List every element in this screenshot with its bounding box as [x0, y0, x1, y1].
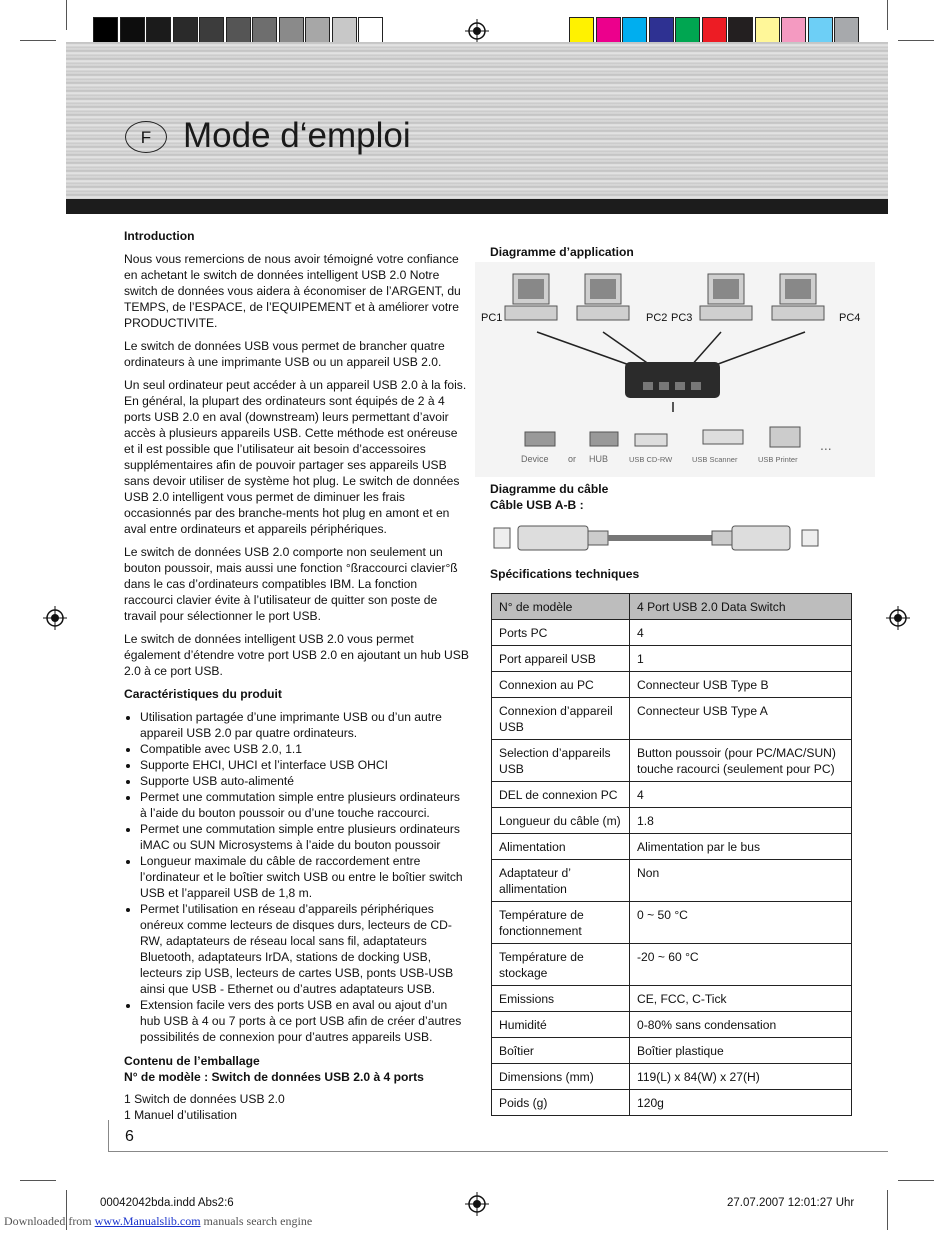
list-item: • Permet une commutation simple entre plusieurs ordinateurs à l’aide du bouton poussoir ou d’une touche raccourci.	[140, 789, 469, 821]
intro-paragraph: Le switch de données USB vous permet de brancher quatre ordinateurs à une imprimante USB ou un appareil USB 2.0.	[124, 339, 445, 369]
color-swatch	[252, 17, 277, 43]
crop-mark	[66, 0, 67, 30]
table-row	[492, 1064, 852, 1090]
table-row	[492, 698, 852, 740]
spec-label: Connexion au PC	[492, 672, 630, 698]
package-item: 1 Manuel d’utilisation	[124, 1108, 237, 1122]
table-row	[492, 646, 852, 672]
crop-mark	[898, 40, 934, 41]
table-row	[492, 944, 852, 986]
color-swatch	[93, 17, 118, 43]
spec-label: Selection d’appareils USB	[492, 740, 630, 782]
intro-paragraph: Nous vous remercions de nous avoir témoigné votre confiance en achetant le switch de données intelligent USB 2.0 Notre switch de données vous aidera à économiser de l’ARGENT, du TEMPS, de l’ESPACE, de l’EQUIPEMENT et à améliorer votre PRODUCTIVITE.	[124, 252, 461, 330]
header-rule	[66, 199, 888, 214]
spec-value: 4	[630, 620, 852, 646]
color-swatch	[332, 17, 357, 43]
left-column	[124, 228, 469, 1123]
list-item: • Utilisation partagée d’une imprimante USB ou d’un autre appareil USB 2.0 par quatre ordinateurs.	[140, 709, 469, 741]
color-swatch	[622, 17, 647, 43]
intro-paragraph: Le switch de données intelligent USB 2.0 vous permet également d’étendre votre port USB 2.0 en ajoutant un hub USB 2.0 à ce port USB.	[124, 632, 469, 678]
spec-value: Button poussoir (pour PC/MAC/SUN) touche racourci (seulement pour PC)	[630, 740, 852, 782]
usb-cable-diagram	[492, 518, 832, 558]
device-label: USB Scanner	[692, 455, 738, 464]
spec-label: N° de modèle	[492, 594, 630, 620]
color-swatch	[781, 17, 806, 43]
pc-label: PC4	[839, 312, 861, 324]
spec-value: Connecteur USB Type B	[630, 672, 852, 698]
package-model: N° de modèle : Switch de données USB 2.0 à 4 ports	[124, 1070, 424, 1084]
color-swatch	[569, 17, 594, 43]
color-swatch	[146, 17, 171, 43]
table-row	[492, 834, 852, 860]
application-diagram	[475, 262, 875, 477]
spec-value: 1.8	[630, 808, 852, 834]
pc-label: PC2	[646, 312, 668, 324]
registration-mark-icon	[886, 606, 910, 630]
spec-value: Connecteur USB Type A	[630, 698, 852, 740]
device-label: USB CD-RW	[629, 455, 673, 464]
spec-label: Dimensions (mm)	[492, 1064, 630, 1090]
package-item: 1 Switch de données USB 2.0	[124, 1092, 285, 1106]
spec-value: 0-80% sans condensation	[630, 1012, 852, 1038]
list-item: • Supporte USB auto-alimenté	[140, 773, 469, 789]
page-frame-line	[108, 1151, 888, 1152]
table-row	[492, 740, 852, 782]
list-item: • Permet l’utilisation en réseau d’appareils périphériques onéreux comme lecteurs de disques durs, lecteurs de CD-RW, adaptateurs de réseau local sans fil, adaptateurs Bluetooth, adaptateurs IrDA, stations de docking USB, lecteurs zip USB, lecteurs de cartes USB, ponts USB-USB ainsi que USB - Ethernet ou d’autres adaptateurs USB.	[140, 901, 469, 997]
table-row	[492, 986, 852, 1012]
spec-table	[491, 593, 852, 1116]
features-list	[124, 709, 469, 1045]
page-title: Mode d‘emploi	[183, 116, 411, 155]
crop-mark	[887, 1190, 888, 1230]
device-label: ...	[820, 437, 832, 453]
crop-mark	[20, 40, 56, 41]
spec-label: Poids (g)	[492, 1090, 630, 1116]
package-heading: Contenu de l’emballage	[124, 1054, 260, 1068]
table-row	[492, 1012, 852, 1038]
list-item: • Longueur maximale du câble de raccordement entre l’ordinateur et le boîtier switch USB ou entre le boîtier switch USB et l’appareil USB de 1,8 m.	[140, 853, 469, 901]
page-number: 6	[125, 1128, 134, 1145]
color-swatch	[755, 17, 780, 43]
device-label: or	[568, 454, 577, 464]
color-swatch	[728, 17, 753, 43]
spec-value: -20 ~ 60 °C	[630, 944, 852, 986]
spec-label: Emissions	[492, 986, 630, 1012]
color-swatch	[358, 17, 383, 43]
spec-label: Adaptateur d’ allimentation	[492, 860, 630, 902]
spec-value: 1	[630, 646, 852, 672]
registration-mark-icon	[465, 1192, 489, 1216]
table-row	[492, 902, 852, 944]
table-row	[492, 1090, 852, 1116]
spec-value: 4	[630, 782, 852, 808]
download-prefix: Downloaded from	[4, 1214, 95, 1228]
color-swatch	[702, 17, 727, 43]
intro-paragraph: Le switch de données USB 2.0 comporte non seulement un bouton poussoir, mais aussi une fonction °ßraccourci clavier°ß dans le cas d’ordinateurs compatibles IBM. La fonction raccourci clavier évite à l’utilisateur de quitter son poste de travail pour sélectionner le port USB.	[124, 545, 458, 623]
manualslib-link[interactable]: www.Manualslib.com	[94, 1214, 201, 1228]
color-swatch	[226, 17, 251, 43]
color-swatch	[596, 17, 621, 43]
crop-mark	[887, 0, 888, 30]
spec-label: Boîtier	[492, 1038, 630, 1064]
download-note	[4, 1214, 312, 1229]
intro-heading: Introduction	[124, 229, 195, 243]
spec-value: Boîtier plastique	[630, 1038, 852, 1064]
list-item: • Permet une commutation simple entre plusieurs ordinateurs iMAC ou SUN Microsystems à l’aide du bouton poussoir	[140, 821, 469, 853]
spec-label: Humidité	[492, 1012, 630, 1038]
spec-value: CE, FCC, C-Tick	[630, 986, 852, 1012]
color-swatch	[279, 17, 304, 43]
color-swatch	[834, 17, 859, 43]
table-row	[492, 782, 852, 808]
pc-label: PC3	[671, 312, 693, 324]
spec-value: 4 Port USB 2.0 Data Switch	[630, 594, 852, 620]
table-row	[492, 594, 852, 620]
table-row	[492, 672, 852, 698]
file-info: 00042042bda.indd Abs2:6	[100, 1197, 234, 1209]
spec-label: DEL de connexion PC	[492, 782, 630, 808]
crop-mark	[898, 1180, 934, 1181]
spec-value: Non	[630, 860, 852, 902]
device-label: HUB	[589, 454, 609, 464]
page-frame-line	[108, 1120, 109, 1152]
spec-label: Ports PC	[492, 620, 630, 646]
spec-label: Connexion d’appareil USB	[492, 698, 630, 740]
spec-label: Alimentation	[492, 834, 630, 860]
crop-mark	[20, 1180, 56, 1181]
color-swatch	[675, 17, 700, 43]
registration-mark-icon	[43, 606, 67, 630]
spec-value: 0 ~ 50 °C	[630, 902, 852, 944]
spec-label: Longueur du câble (m)	[492, 808, 630, 834]
intro-paragraph: Un seul ordinateur peut accéder à un appareil USB 2.0 à la fois. En général, la plupart des ordinateurs sont équipés de 2 à 4 ports USB 2.0 en aval (downstream) leurs permettant d’avoir accès à plusieurs appareils USB. Cette méthode est onéreuse et il est possible que l’utilisateur ait besoin d’accessoires supplémentaires afin de pouvoir partager ses appareils USB sans devoir utiliser de système hot plug. Le switch de données USB 2.0 intelligent vous permet de diminuer les frais occasionnés par des branche-ments hot plug en amont et en aval entre ordinateurs et appareils périphériques.	[124, 378, 467, 536]
spec-label: Port appareil USB	[492, 646, 630, 672]
registration-mark-icon	[465, 19, 489, 43]
cable-diagram-heading: Diagramme du câble	[490, 482, 609, 496]
list-item: • Supporte EHCI, UHCI et l’interface USB OHCI	[140, 757, 469, 773]
features-heading: Caractéristiques du produit	[124, 687, 282, 701]
color-swatch	[305, 17, 330, 43]
cable-diagram-subheading: Câble USB A-B :	[490, 498, 584, 512]
app-diagram-heading: Diagramme d’application	[490, 245, 634, 259]
language-badge: F	[125, 121, 167, 153]
table-row	[492, 860, 852, 902]
device-label: USB Printer	[758, 455, 798, 464]
table-row	[492, 808, 852, 834]
list-item: • Extension facile vers des ports USB en aval ou ajout d’un hub USB à 4 ou 7 ports à ce port USB afin de créer d’autres possibilités de connexion pour d’autres appareils USB.	[140, 997, 469, 1045]
spec-value: Alimentation par le bus	[630, 834, 852, 860]
spec-value: 119(L) x 84(W) x 27(H)	[630, 1064, 852, 1090]
download-suffix: manuals search engine	[200, 1214, 313, 1228]
table-row	[492, 1038, 852, 1064]
spec-value: 120g	[630, 1090, 852, 1116]
table-row	[492, 620, 852, 646]
color-swatch	[173, 17, 198, 43]
pc-label: PC1	[481, 312, 503, 324]
spec-label: Température de stockage	[492, 944, 630, 986]
list-item: • Compatible avec USB 2.0, 1.1	[140, 741, 469, 757]
device-label: Device	[521, 454, 549, 464]
color-swatch	[120, 17, 145, 43]
color-swatch	[808, 17, 833, 43]
spec-label: Température de fonctionnement	[492, 902, 630, 944]
spec-heading: Spécifications techniques	[490, 567, 640, 581]
print-date: 27.07.2007 12:01:27 Uhr	[727, 1197, 855, 1209]
color-swatch	[199, 17, 224, 43]
color-swatch	[649, 17, 674, 43]
